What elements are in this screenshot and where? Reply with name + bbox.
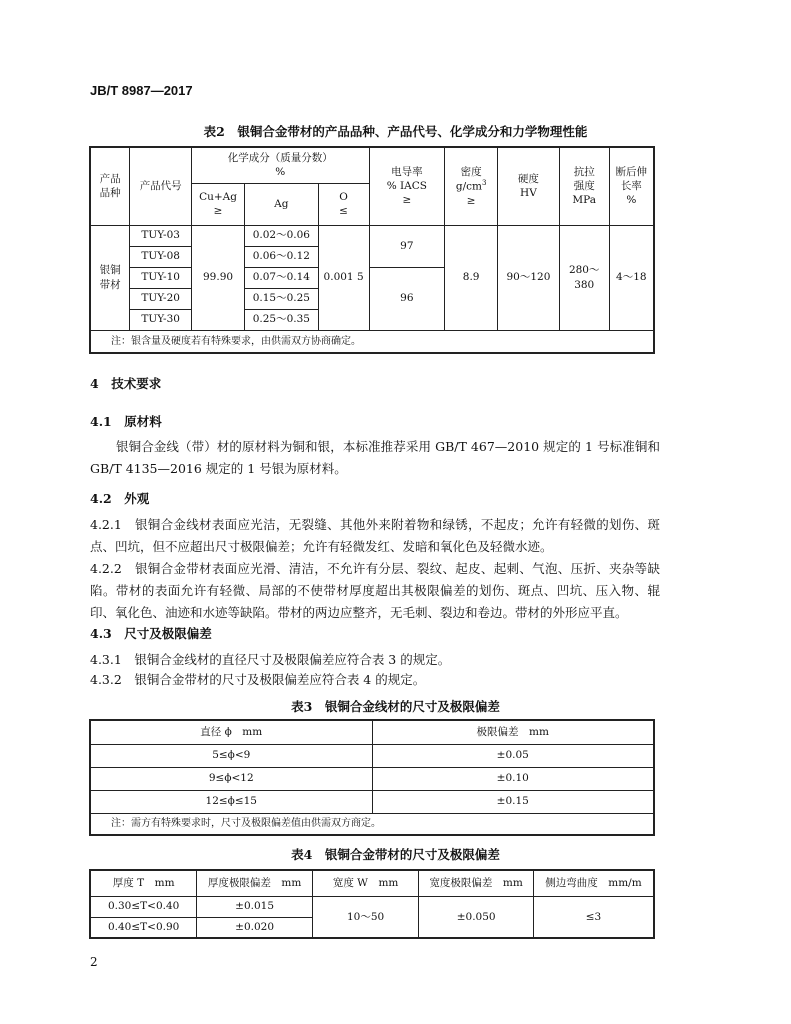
section-4-title: 4 技术要求 [90,376,162,391]
table4 [89,869,655,939]
cell-width: 10～50 [312,896,419,938]
cell-tolerance: ±0.10 [372,767,654,790]
cell-density: 8.9 [445,225,498,330]
th-oxygen: O ≤ [318,183,369,225]
cell-thickness: 0.30≤T<0.40 [90,896,197,917]
th-tolerance: 极限偏差 mm [372,720,654,744]
cell-camber: ≤3 [533,896,654,938]
clause-text: 银铜合金带材表面应光滑、清洁，不允许有分层、裂纹、起皮、起刺、气泡、压折、夹杂等缺陷。带材的表面允许有轻微、局部的不使带材厚度超出其极限偏差的划伤、斑点、凹坑、压入物、辊印、氧化色、油迹和水迹等缺陷。带材的两边应整齐，无毛刺、裂边和卷边。带材的外形应平直。 [90,561,660,620]
table3-note: 注：需方有特殊要求时，尺寸及极限偏差值由供需双方商定。 [90,813,654,835]
clause-number: 4.3.2 [90,672,122,687]
th-chem-unit: % [275,166,286,179]
th-width: 宽度 W mm [312,870,419,896]
table2-caption: 表2 银铜合金带材的产品品种、产品代号、化学成分和力学物理性能 [203,124,588,139]
section-4-1-text: 银铜合金线（带）材的原材料为铜和银，本标准推荐采用 GB/T 467—2010 规定的 1 号标准铜和 GB/T 4135—2016 规定的 1 号银为原材料。 [90,439,660,476]
cell-ag: 0.06～0.12 [244,246,318,267]
clause-text: 银铜合金带材的尺寸及极限偏差应符合表 4 的规定。 [134,672,426,687]
cell-hardness: 90～120 [498,225,560,330]
cell-ag: 0.25～0.35 [244,309,318,330]
section-4-3-title: 4.3 尺寸及极限偏差 [90,626,212,641]
th-tensile: 抗拉 强度 MPa [559,147,609,225]
cell-conductivity: 96 [369,267,445,330]
clause-number: 4.3.1 [90,652,122,667]
clause-text: 银铜合金线材的直径尺寸及极限偏差应符合表 3 的规定。 [134,652,451,667]
section-4-2-title: 4.2 外观 [90,491,150,506]
cell-code: TUY-20 [130,288,192,309]
th-cu-ag: Cu+Ag ≥ [192,183,245,225]
th-diameter: 直径 ϕ mm [90,720,372,744]
cell-thickness-tolerance: ±0.020 [197,917,313,938]
cell-width-tolerance: ±0.050 [419,896,534,938]
clause-4-2-1 [90,514,660,558]
th-density-ge: ≥ [466,194,476,207]
cell-conductivity: 97 [369,225,445,267]
clause-4-2-2 [90,558,660,624]
cell-diameter-range: 9≤ϕ<12 [90,767,372,790]
cell-product-type: 银铜 带材 [90,225,130,330]
th-product-type: 产品 品种 [90,147,130,225]
th-width-tolerance: 宽度极限偏差 mm [419,870,534,896]
section-4-1-title: 4.1 原材料 [90,414,162,429]
cell-tolerance: ±0.05 [372,744,654,767]
cell-elongation: 4～18 [609,225,654,330]
cell-oxygen: 0.001 5 [318,225,369,330]
cell-thickness-tolerance: ±0.015 [197,896,313,917]
th-chem-label: 化学成分（质量分数） [227,152,333,165]
clause-number: 4.2.2 [90,561,122,576]
cell-ag: 0.02～0.06 [244,225,318,246]
cell-tolerance: ±0.15 [372,790,654,813]
cell-ag: 0.07～0.14 [244,267,318,288]
th-thickness: 厚度 T mm [90,870,197,896]
cell-diameter-range: 5≤ϕ<9 [90,744,372,767]
clause-text: 银铜合金线材表面应光洁，无裂缝、其他外来附着物和绿锈，不起皮；允许有轻微的划伤、斑点、凹坑，但不应超出尺寸极限偏差；允许有轻微发红、发暗和氧化色及轻微水迹。 [90,517,660,554]
clause-4-3-1 [90,650,450,668]
th-elongation: 断后伸 长率 % [609,147,654,225]
th-density-unit: $g/cm^3$ [455,178,487,193]
cell-ag: 0.15～0.25 [244,288,318,309]
table2-note: 注：银含量及硬度若有特殊要求，由供需双方协商确定。 [90,330,654,353]
cell-code: TUY-08 [130,246,192,267]
th-product-code: 产品代号 [130,147,192,225]
th-conductivity: 电导率 % IACS ≥ [369,147,445,225]
th-camber: 侧边弯曲度 mm/m [533,870,654,896]
table4-caption: 表4 银铜合金带材的尺寸及极限偏差 [291,847,500,862]
table3 [89,719,655,836]
th-density-label: 密度 [460,165,482,178]
page-number: 2 [90,955,98,969]
cell-cuag: 99.90 [192,225,245,330]
cell-code: TUY-03 [130,225,192,246]
cell-tensile: 280～ 380 [559,225,609,330]
table2 [89,146,655,354]
th-ag: Ag [244,183,318,225]
th-chem-composition [192,147,369,183]
th-thickness-tolerance: 厚度极限偏差 mm [197,870,313,896]
standard-code: JB/T 8987—2017 [90,83,193,98]
th-hardness: 硬度 HV [498,147,560,225]
th-density [445,147,498,225]
cell-thickness: 0.40≤T<0.90 [90,917,197,938]
cell-code: TUY-30 [130,309,192,330]
clause-4-3-2 [90,670,425,688]
clause-number: 4.2.1 [90,517,122,532]
cell-code: TUY-10 [130,267,192,288]
table3-caption: 表3 银铜合金线材的尺寸及极限偏差 [291,699,500,714]
cell-diameter-range: 12≤ϕ≤15 [90,790,372,813]
